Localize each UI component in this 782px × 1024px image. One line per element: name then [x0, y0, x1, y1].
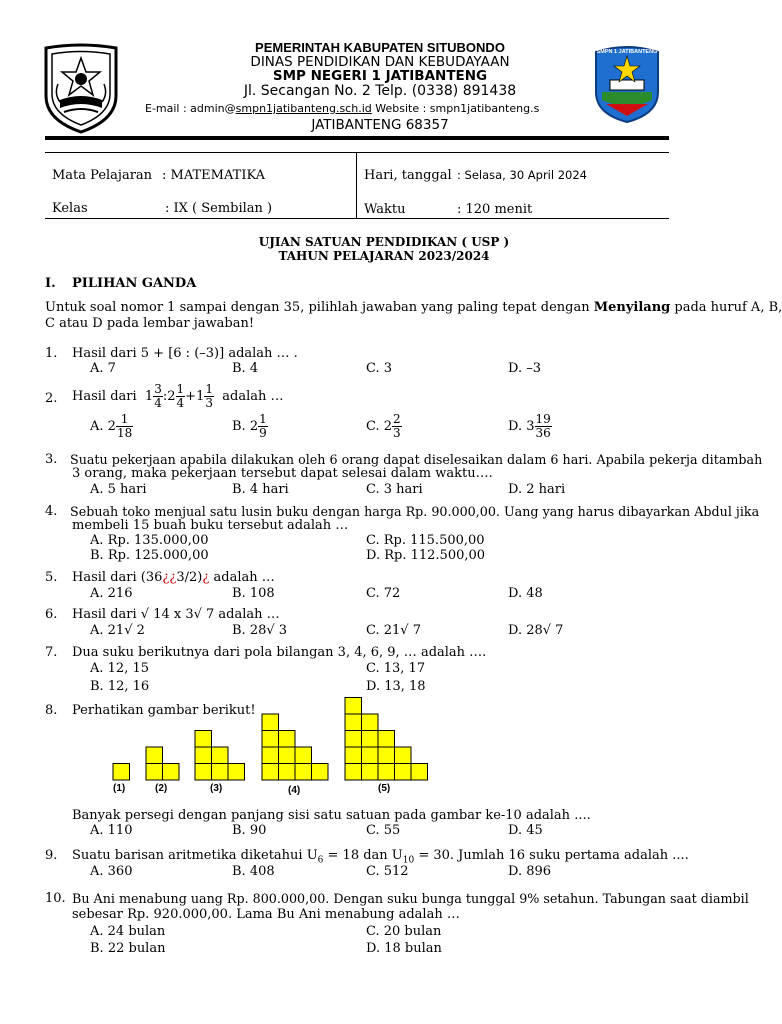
header-line-city: JATIBANTENG 68357 — [311, 117, 449, 133]
q8-unit-square — [295, 747, 312, 764]
q2-op-divide: : — [162, 389, 168, 404]
q8-text: Perhatikan gambar berikut! — [72, 703, 256, 718]
q6-option-a: A. 21√ 2 — [90, 623, 145, 638]
info-column-divider — [356, 152, 357, 218]
q8-unit-square — [195, 747, 212, 764]
q3-option-a: A. 5 hari — [90, 482, 147, 497]
subject-value: : MATEMATIKA — [162, 168, 266, 183]
q10-option-a: A. 24 bulan — [90, 924, 166, 939]
q7-option-b: B. 12, 16 — [90, 679, 150, 694]
header-line-department: DINAS PENDIDIKAN DAN KEBUDAYAAN — [250, 54, 510, 70]
q3-line1: Suatu pekerjaan apabila dilakukan oleh 6 orang dapat diselesaikan dalam 6 hari. Apabila pekerja ditambah — [70, 452, 763, 467]
class-value: : IX ( Sembilan ) — [165, 201, 273, 216]
q8-unit-square — [279, 764, 296, 781]
q3-option-b: B. 4 hari — [232, 482, 289, 497]
q8-question: Banyak persegi dengan panjang sisi satu satuan pada gambar ke-10 adalah .... — [72, 808, 591, 823]
q8-figure-label-3: (3) — [210, 783, 223, 794]
instr-bold: Menyilang — [593, 300, 671, 315]
section-title: PILIHAN GANDA — [72, 276, 197, 291]
q4-option-a: A. Rp. 135.000,00 — [90, 533, 209, 548]
q8-unit-square — [262, 747, 279, 764]
instr-text-end: pada huruf A, B, — [670, 300, 782, 315]
q8-option-a: A. 110 — [90, 823, 133, 838]
q8-unit-square — [212, 747, 229, 764]
q8-number: 8. — [45, 703, 58, 718]
q2-option-c: C. 2 $\frac{2}{3}$ — [366, 412, 401, 440]
q4-option-d: D. Rp. 112.500,00 — [366, 548, 486, 563]
q2-number: 2. — [45, 391, 58, 406]
q2-post: adalah … — [222, 389, 284, 404]
q10-line2: sebesar Rp. 920.000,00. Lama Bu Ani menabung adalah … — [72, 907, 460, 922]
header-line-government: PEMERINTAH KABUPATEN SITUBONDO — [255, 40, 505, 55]
q8-unit-square — [295, 764, 312, 781]
q8-unit-square — [279, 731, 296, 748]
info-top-border — [45, 152, 669, 153]
instructions-line1 — [45, 300, 782, 316]
q8-figure-label-4: (4) — [288, 785, 301, 796]
q3-option-c: C. 3 hari — [366, 482, 423, 497]
q8-unit-square — [395, 764, 412, 781]
q10-option-b: B. 22 bulan — [90, 941, 166, 956]
q5-number: 5. — [45, 570, 58, 585]
q2-term2-fraction: $\frac{1}{4}$ — [176, 382, 185, 410]
q1-option-d: D. –3 — [508, 361, 541, 376]
q8-unit-square — [146, 764, 163, 781]
q9-option-d: D. 896 — [508, 864, 552, 879]
q6-text: Hasil dari √ 14 x 3√ 7 adalah … — [72, 607, 280, 622]
q9-text: Suatu barisan aritmetika diketahui $U_6 = 18$ dan $U_{10} = 30$. Jumlah 16 suku pertama adalah .... — [72, 848, 689, 866]
q5-expression-b: 3/2) — [176, 570, 203, 585]
q4-option-b: B. Rp. 125.000,00 — [90, 548, 209, 563]
email-link[interactable]: smpn1jatibanteng.sch.id — [235, 102, 372, 115]
q6-option-b: B. 28√ 3 — [232, 623, 288, 638]
q8-figure-label-2: (2) — [155, 783, 168, 794]
q2-term1-whole: 1 — [144, 389, 154, 404]
exam-year: TAHUN PELAJARAN 2023/2024 — [278, 249, 490, 263]
header-line-address: Jl. Secangan No. 2 Telp. (0338) 891438 — [243, 83, 517, 99]
q7-number: 7. — [45, 645, 58, 660]
q8-unit-square — [345, 698, 362, 715]
q8-option-d: D. 45 — [508, 823, 543, 838]
q9-option-a: A. 360 — [90, 864, 133, 879]
q7-option-d: D. 13, 18 — [366, 679, 426, 694]
date-label: Hari, tanggal — [364, 168, 452, 183]
time-label: Waktu — [364, 202, 406, 217]
time-value: : 120 menit — [457, 202, 533, 217]
q8-unit-square — [362, 714, 379, 731]
q8-unit-square — [279, 747, 296, 764]
q10-line1: Bu Ani menabung uang Rp. 800.000,00. Dengan suku bunga tunggal 9% setahun. Tabungan saat diambil — [72, 891, 749, 906]
q8-unit-square — [195, 731, 212, 748]
q8-unit-square — [312, 764, 329, 781]
instr-text: Untuk soal nomor 1 sampai dengan 35, pilihlah jawaban yang paling tepat dengan — [45, 300, 594, 315]
q4-option-c: C. Rp. 115.500,00 — [366, 533, 485, 548]
q1-option-a: A. 7 — [90, 361, 116, 376]
subject-label: Mata Pelajaran — [52, 168, 153, 183]
q8-unit-square — [378, 731, 395, 748]
q1-option-b: B. 4 — [232, 361, 259, 376]
q8-unit-square — [262, 764, 279, 781]
q8-unit-square — [163, 764, 180, 781]
q2-term3-whole: 1 — [196, 389, 205, 404]
q5-option-d: D. 48 — [508, 586, 543, 601]
q2-term1-fraction: $\frac{3}{4}$ — [154, 382, 162, 410]
q8-staircase-figure — [100, 712, 400, 796]
exam-title: UJIAN SATUAN PENDIDIKAN ( USP ) — [258, 235, 510, 249]
q9-option-b: B. 408 — [232, 864, 275, 879]
q2-text — [72, 382, 284, 412]
q10-option-d: D. 18 bulan — [366, 941, 442, 956]
q8-unit-square — [228, 764, 245, 781]
q7-option-c: C. 13, 17 — [366, 661, 426, 676]
q6-option-c: C. 21√ 7 — [366, 623, 421, 638]
q5-option-b: B. 108 — [232, 586, 275, 601]
q7-text: Dua suku berikutnya dari pola bilangan 3, 4, 6, 9, … adalah …. — [72, 645, 487, 660]
q8-unit-square — [212, 764, 229, 781]
school-logo-text: SMPN 1 JATIBANTENG — [596, 49, 658, 55]
q6-option-d: D. 28√ 7 — [508, 623, 564, 638]
email-label: E-mail : admin@ — [145, 102, 236, 115]
q4-number: 4. — [45, 504, 58, 519]
q8-unit-square — [146, 747, 163, 764]
q3-option-d: D. 2 hari — [508, 482, 566, 497]
instructions-line2: C atau D pada lembar jawaban! — [45, 316, 255, 331]
section-number: I. — [45, 276, 56, 291]
header-line-school: SMP NEGERI 1 JATIBANTENG — [272, 68, 488, 84]
q8-unit-square — [345, 714, 362, 731]
header-divider — [45, 136, 669, 140]
class-label: Kelas — [52, 201, 88, 216]
q8-unit-square — [378, 747, 395, 764]
q8-unit-square — [411, 764, 428, 781]
q8-unit-square — [345, 747, 362, 764]
q1-option-c: C. 3 — [366, 361, 393, 376]
q2-term2-whole: 2 — [167, 389, 176, 404]
q5-expression: (36 — [140, 570, 163, 585]
q8-unit-square — [262, 731, 279, 748]
q9-number: 9. — [45, 848, 58, 863]
info-bottom-border — [45, 218, 669, 219]
q8-unit-square — [362, 747, 379, 764]
q5-text: Hasil dari (36¿¿3/2)¿ adalah … — [72, 570, 275, 585]
header-line-contact — [145, 102, 595, 115]
q4-line1: Sebuah toko menjual satu lusin buku dengan harga Rp. 90.000,00. Uang yang harus dibayarkan Abdul jika — [70, 504, 760, 519]
q5-glyph-error: ¿¿ — [162, 570, 177, 585]
q8-unit-square — [195, 764, 212, 781]
q5-option-c: C. 72 — [366, 586, 401, 601]
q8-unit-square — [362, 764, 379, 781]
q2-pre: Hasil dari — [72, 389, 137, 404]
website-text: Website : smpn1jatibanteng.s — [371, 102, 540, 115]
date-value: : Selasa, 30 April 2024 — [457, 168, 587, 182]
q8-figure-label-1: (1) — [113, 783, 126, 794]
q2-op-plus: + — [185, 389, 197, 404]
q8-option-b: B. 90 — [232, 823, 267, 838]
q8-unit-square — [395, 747, 412, 764]
q1-text: Hasil dari 5 + [6 : (–3)] adalah … . — [72, 346, 298, 361]
q1-number: 1. — [45, 346, 58, 361]
q8-unit-square — [362, 731, 379, 748]
q10-number: 10. — [45, 891, 66, 906]
q8-unit-square — [345, 731, 362, 748]
q3-line2: 3 orang, maka pekerjaan tersebut dapat selesai dalam waktu…. — [72, 466, 493, 481]
q8-option-c: C. 55 — [366, 823, 401, 838]
q4-line2: membeli 15 buah buku tersebut adalah … — [72, 518, 349, 533]
q9-option-c: C. 512 — [366, 864, 409, 879]
q2-option-d: D. 3 $\frac{19}{36}$ — [508, 412, 551, 440]
q2-option-b: B. 2 $\frac{1}{9}$ — [232, 412, 267, 440]
q10-option-c: C. 20 bulan — [366, 924, 442, 939]
q8-unit-square — [113, 764, 130, 781]
q2-term3-fraction: $\frac{1}{3}$ — [205, 382, 213, 410]
q6-number: 6. — [45, 607, 58, 622]
q8-unit-square — [345, 764, 362, 781]
q8-unit-square — [262, 714, 279, 731]
q2-option-a: A. 2 $\frac{1}{18}$ — [90, 412, 133, 440]
q8-figure-label-5: (5) — [378, 783, 391, 794]
q5-glyph-error-2: ¿ — [202, 570, 210, 585]
q7-option-a: A. 12, 15 — [90, 661, 150, 676]
q3-number: 3. — [45, 452, 58, 467]
q5-option-a: A. 216 — [90, 586, 133, 601]
q8-unit-square — [378, 764, 395, 781]
